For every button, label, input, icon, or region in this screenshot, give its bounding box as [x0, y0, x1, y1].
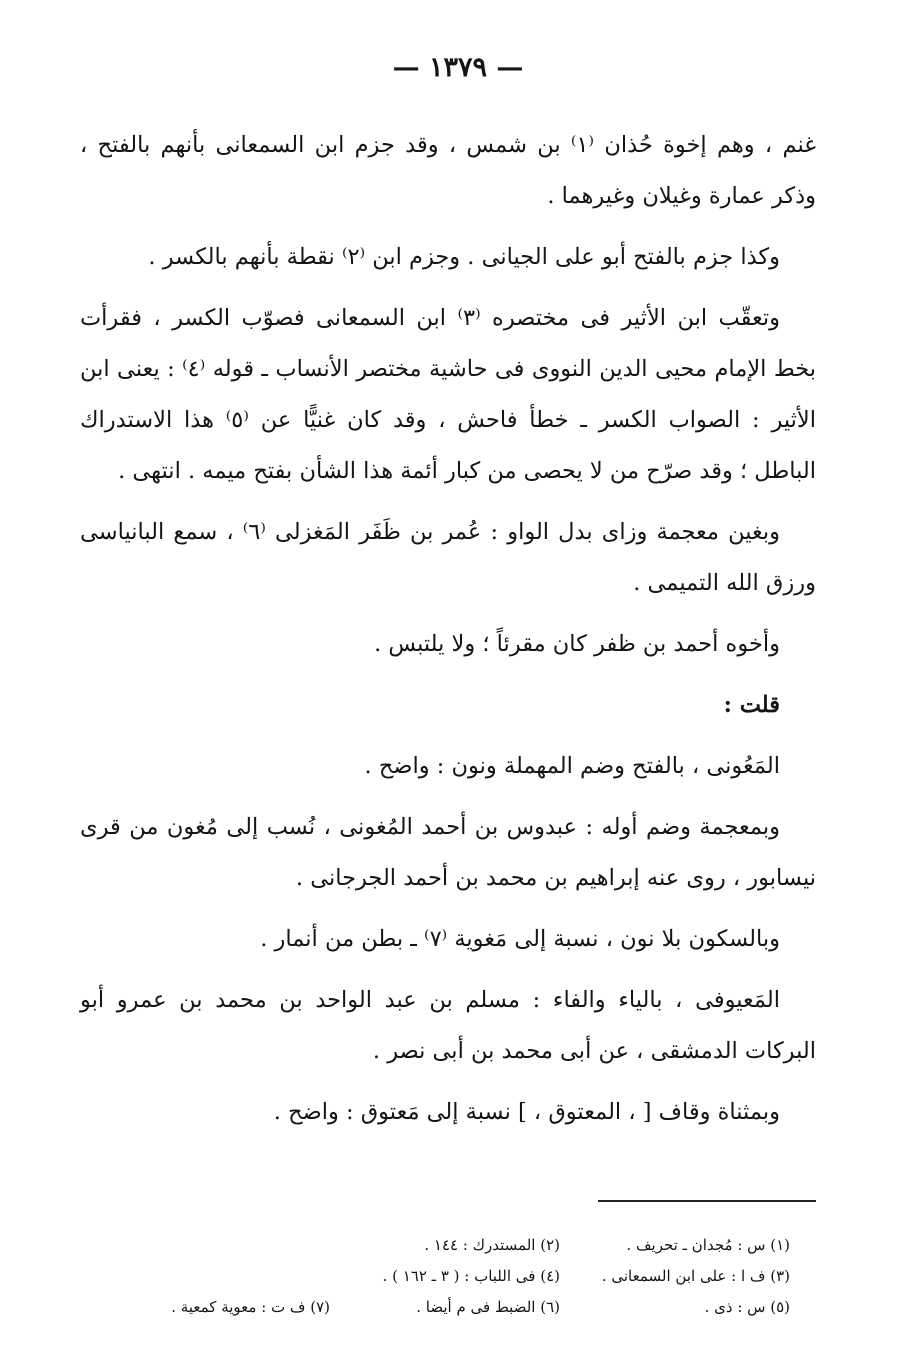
footnote: (٣) ف ا : على ابن السمعانى . — [601, 1267, 790, 1285]
paragraph: وبمثناة وقاف [ ، المعتوق ، ] نسبة إلى مَعتوق : واضح . — [273, 1099, 780, 1125]
footnote-divider — [598, 1200, 816, 1202]
footnote: (٢) المستدرك : ١٤٤ . — [424, 1236, 560, 1254]
footnote-row — [150, 1230, 790, 1261]
footnote-row — [150, 1292, 790, 1323]
footnote: (٤) فى اللباب : ( ٣ ـ ١٦٢ ) . — [382, 1267, 560, 1285]
footnotes — [150, 1230, 790, 1323]
footnote: (٧) ف ت : معوية كمعية . — [171, 1298, 330, 1316]
paragraph: غنم ، وهم إخوة حُذان ⁽١⁾ بن شمس ، وقد جزم ابن السمعانى بأنهم بالفتح ، وذكر عمارة وغيلان وغيرهما . — [80, 132, 817, 209]
section-heading: قلت : — [723, 692, 780, 718]
paragraph: المَعيوفى ، بالياء والفاء : مسلم بن عبد الواحد بن محمد بن عمرو أبو البركات الدمشقى ، عن أبى محمد بن أبى نصر . — [80, 987, 816, 1064]
main-text — [80, 120, 816, 1148]
footnote: (١) س : مُجدان ـ تحريف . — [626, 1236, 790, 1254]
paragraph: المَعُونى ، بالفتح وضم المهملة ونون : واضح . — [364, 753, 780, 779]
paragraph: وكذا جزم بالفتح أبو على الجيانى . وجزم ابن ⁽٢⁾ نقطة بأنهم بالكسر . — [148, 244, 780, 270]
paragraph: وبغين معجمة وزاى بدل الواو : عُمر بن ظَفَر المَغزلى ⁽٦⁾ ، سمع البانياسى ورزق الله التميمى . — [80, 519, 816, 596]
paragraph: وأخوه أحمد بن ظفر كان مقرئاً ؛ ولا يلتبس . — [374, 631, 780, 657]
footnote: (٥) س : ذى . — [704, 1298, 790, 1316]
page-number: — ١٣٧٩ — — [392, 52, 524, 83]
paragraph: وبمعجمة وضم أوله : عبدوس بن أحمد المُغونى ، نُسب إلى مُغون من قرى نيسابور ، روى عنه إبراهيم بن محمد بن أحمد الجرجانى . — [80, 814, 816, 891]
paragraph: وتعقّب ابن الأثير فى مختصره ⁽٣⁾ ابن السمعانى فصوّب الكسر ، فقرأت بخط الإمام محيى الدين النووى فى حاشية مختصر الأنساب ـ قوله ⁽٤⁾ : يعنى ابن الأثير : الصواب الكسر ـ خطأ فاحش ، وقد كان غنيًّا عن ⁽٥⁾ هذا الاستدراك الباطل ؛ وقد صرّح من لا يحصى من كبار أئمة هذا الشأن بفتح ميمه . انتهى . — [80, 305, 816, 484]
footnote: (٦) الضبط فى م أيضا . — [416, 1298, 560, 1316]
footnote-row — [150, 1261, 790, 1292]
paragraph: وبالسكون بلا نون ، نسبة إلى مَغوية ⁽٧⁾ ـ بطن من أنمار . — [260, 926, 780, 952]
